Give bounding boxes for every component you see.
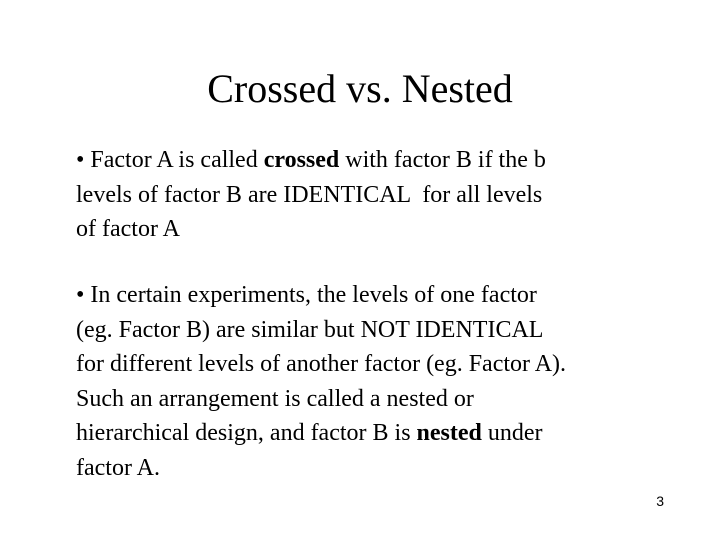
bullet-marker: •: [76, 282, 85, 308]
bullet-2-text-before: hierarchical design, and factor B is: [76, 420, 417, 446]
slide-number: 3: [656, 493, 664, 509]
bullet-1-text-after: with factor B if the b: [339, 147, 546, 173]
bullet-2-line-2: (eg. Factor B) are similar but NOT IDENTICAL: [76, 316, 544, 343]
bullet-2-line-3: for different levels of another factor (eg. Factor A).: [76, 351, 567, 377]
slide-title: Crossed vs. Nested: [207, 66, 513, 111]
bullet-crossed-definition: [76, 143, 676, 247]
bullet-1-line-2: levels of factor B are IDENTICAL for all levels: [76, 181, 543, 208]
bullet-1-text-before: Factor A is called: [90, 147, 264, 173]
bullet-marker: •: [76, 147, 85, 173]
bullet-1-line-3: of factor A: [76, 216, 180, 242]
term-crossed: crossed: [263, 147, 340, 173]
bullet-2-text-line-1: In certain experiments, the levels of one factor: [90, 282, 537, 308]
bullet-nested-definition: [76, 278, 676, 485]
bullet-1-line-1: [76, 143, 676, 178]
bullet-2-line-5: [76, 416, 676, 451]
bullet-2-line-6: factor A.: [76, 454, 160, 481]
bullet-2-line-4: Such an arrangement is called a nested or: [76, 385, 474, 412]
bullet-2-text-after: under: [481, 420, 543, 446]
bullet-2-line-1: [76, 278, 676, 313]
term-nested: nested: [416, 420, 482, 446]
